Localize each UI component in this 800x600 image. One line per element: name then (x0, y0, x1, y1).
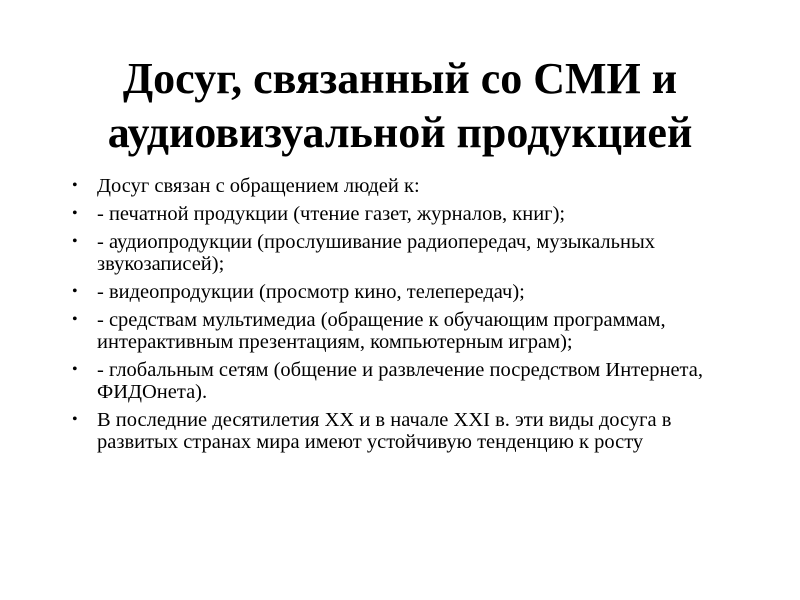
bullet-item-6 (72, 359, 752, 403)
title-line-2: аудиовизуальной продукцией (107, 108, 693, 157)
bullet-item-1 (72, 175, 752, 197)
bullet-dot-icon: • (72, 283, 78, 300)
title-line-1: Досуг, связанный со СМИ и (122, 54, 678, 103)
bullet-dot-icon: • (72, 177, 78, 194)
bullet-text: - аудиопродукции (прослушивание радиопередач, музыкальных звукозаписей); (97, 231, 656, 275)
bullet-list (72, 175, 752, 459)
bullet-text: - печатной продукции (чтение газет, журналов, книг); (97, 203, 566, 225)
bullet-item-5 (72, 309, 752, 353)
bullet-dot-icon: • (72, 311, 78, 328)
bullet-dot-icon: • (72, 411, 78, 428)
bullet-dot-icon: • (72, 205, 78, 222)
bullet-text: - глобальным сетям (общение и развлечение посредством Интернета, ФИДОнета). (97, 359, 703, 403)
bullet-text: Досуг связан с обращением людей к: (97, 175, 420, 197)
slide-title (40, 52, 760, 160)
bullet-item-3 (72, 231, 752, 275)
bullet-item-4 (72, 281, 752, 303)
bullet-text: - средствам мультимедиа (обращение к обучающим программам, интерактивным презентациям, компьютерным играм); (97, 309, 666, 353)
bullet-text: - видеопродукции (просмотр кино, телепередач); (97, 281, 525, 303)
bullet-item-2 (72, 203, 752, 225)
bullet-dot-icon: • (72, 233, 78, 250)
bullet-item-7 (72, 409, 752, 453)
bullet-text: В последние десятилетия XX и в начале XXI в. эти виды досуга в развитых странах мира имеют устойчивую тенденцию к росту (97, 409, 672, 453)
bullet-dot-icon: • (72, 361, 78, 378)
